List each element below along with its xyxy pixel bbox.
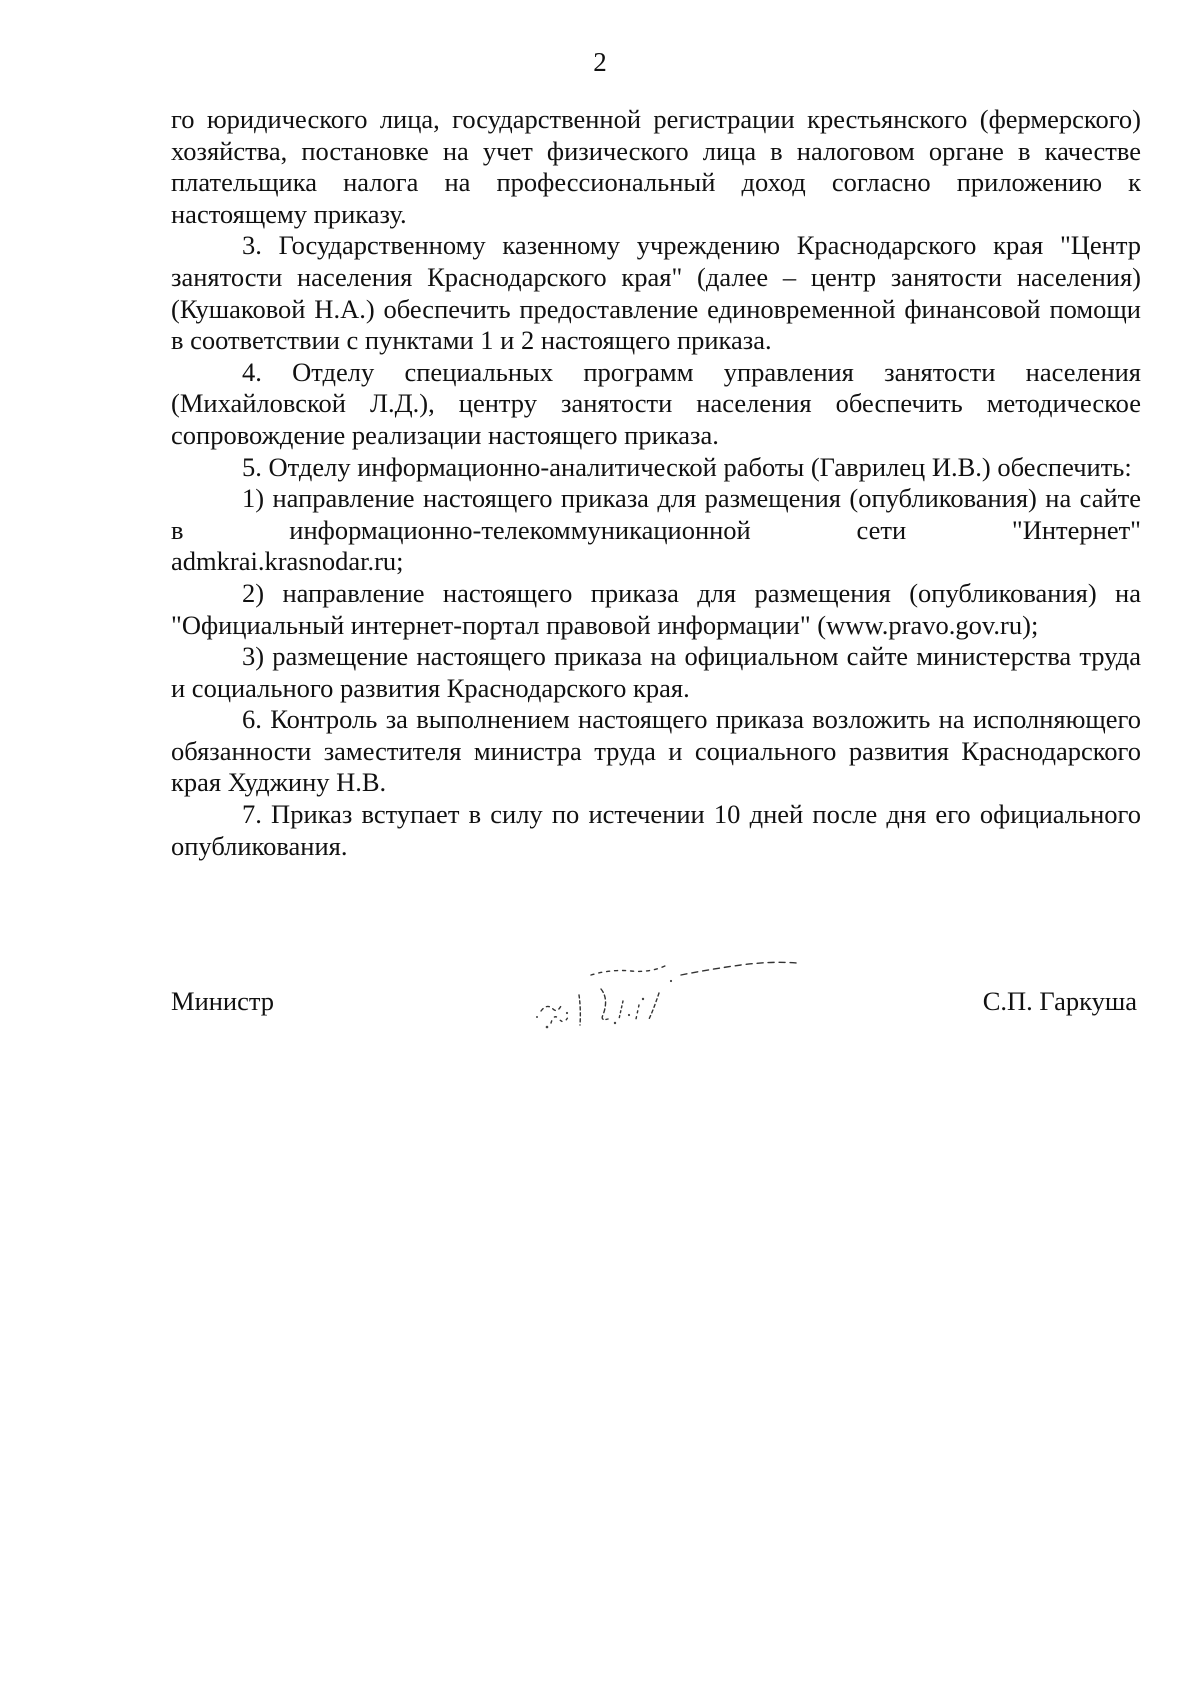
paragraph-subitem-1: 1) направление настоящего приказа для размещения (опубликования) на сайте в информационно-телекоммуникационной сети "Интернет" — [171, 483, 1141, 545]
paragraph-subitem-1-url: admkrai.krasnodar.ru; — [171, 546, 404, 577]
signatory-title: Министр — [171, 986, 275, 1016]
signature-block — [171, 975, 1141, 1035]
paragraph-item-7: 7. Приказ вступает в силу по истечении 10 дней после дня его официального опубликования. — [171, 799, 1141, 861]
document-body — [171, 104, 1141, 862]
handwritten-signature — [531, 953, 811, 1043]
paragraph-subitem-3: 3) размещение настоящего приказа на официальном сайте министерства труда и социального развития Краснодарского края. — [171, 641, 1141, 703]
paragraph-continuation: го юридического лица, государственной регистрации крестьянского (фермерского) хозяйства, постановке на учет физического лица в налоговом органе в качестве плательщика налога на профессиональный доход согласно приложению к настоящему приказу. — [171, 104, 1141, 229]
signatory-name: С.П. Гаркуша — [982, 986, 1137, 1016]
paragraph-item-3: 3. Государственному казенному учреждению Краснодарского края "Центр занятости населения Краснодарского края" (далее – центр занятости населения) (Кушаковой Н.А.) обеспечить предоставление единовременной финансовой помощи в соответствии с пунктами 1 и 2 настоящего приказа. — [171, 230, 1141, 356]
page-number: 2 — [593, 47, 607, 77]
paragraph-subitem-2: 2) направление настоящего приказа для размещения (опубликования) на "Официальный интернет-портал правовой информации" (www.pravo.gov.ru); — [171, 577, 1141, 640]
paragraph-item-5: 5. Отделу информационно-аналитической работы (Гаврилец И.В.) обеспечить: — [242, 451, 1132, 482]
paragraph-item-6: 6. Контроль за выполнением настоящего приказа возложить на исполняющего обязанности заместителя министра труда и социального развития Краснодарского края Худжину Н.В. — [171, 704, 1141, 798]
paragraph-item-4: 4. Отделу специальных программ управления занятости населения (Михайловской Л.Д.), центру занятости населения обеспечить методическое сопровождение реализации настоящего приказа. — [171, 356, 1141, 450]
